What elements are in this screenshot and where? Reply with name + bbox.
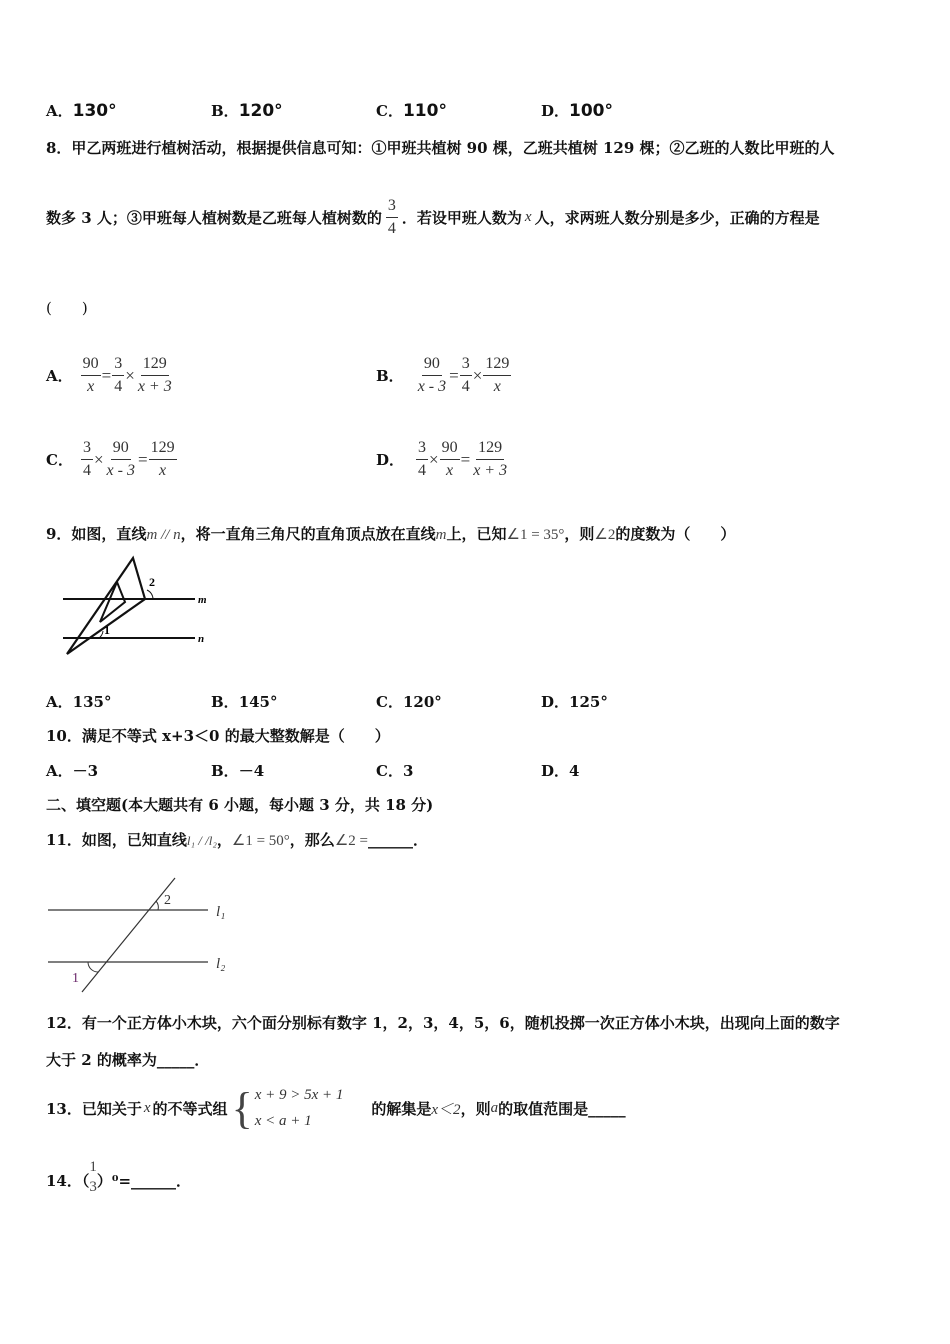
frac-num: 3 bbox=[386, 198, 398, 218]
equals-sign: = bbox=[137, 449, 148, 469]
q9-question bbox=[46, 523, 735, 544]
variable-x: x bbox=[143, 1100, 151, 1116]
angle-2: ∠2 bbox=[594, 527, 616, 543]
angle-2-arc bbox=[147, 590, 153, 599]
option-label: A． bbox=[46, 367, 73, 385]
fraction-three-quarters bbox=[386, 198, 398, 237]
option-value: 135° bbox=[72, 693, 112, 711]
frac-num: 90 bbox=[440, 440, 460, 460]
frac-den: x bbox=[87, 378, 95, 395]
fraction bbox=[81, 440, 93, 479]
angle-1-arc bbox=[88, 962, 98, 972]
label-1: 1 bbox=[72, 971, 79, 986]
q11-text: ，那么 bbox=[289, 831, 335, 849]
q10-question: 10．满足不等式 x+3＜0 的最大整数解是（ ） bbox=[46, 727, 390, 745]
q8-option-d[interactable] bbox=[376, 440, 509, 479]
q8-text: 人，求两班人数分别是多少，正确的方程是 bbox=[534, 209, 820, 227]
q9-option-b[interactable] bbox=[211, 691, 278, 712]
equals-sign: = bbox=[101, 365, 112, 385]
label-m: m bbox=[198, 594, 207, 606]
option-label: A． bbox=[46, 102, 73, 120]
fraction bbox=[483, 356, 511, 395]
answer-blank[interactable]: 的取值范围是_____ bbox=[498, 1100, 626, 1118]
option-value: 130° bbox=[72, 101, 117, 121]
transversal bbox=[82, 878, 175, 992]
fraction-one-third bbox=[89, 1160, 97, 1195]
option-label: C． bbox=[46, 451, 73, 469]
frac-num: 90 bbox=[81, 356, 101, 376]
frac-num: 90 bbox=[422, 356, 442, 376]
option-label: D． bbox=[541, 762, 570, 780]
m-parallel-n: m // n bbox=[146, 527, 181, 543]
frac-den: x bbox=[446, 462, 454, 479]
q9-figure bbox=[55, 552, 225, 662]
answer-paren: ( ) bbox=[46, 299, 88, 317]
q9-text: 的度数为（ ） bbox=[615, 525, 736, 543]
option-label: B． bbox=[376, 367, 404, 385]
q13-text: 的解集是 bbox=[371, 1100, 432, 1118]
q8-text: ．若设甲班人数为 bbox=[401, 209, 522, 227]
label-1: 1 bbox=[104, 623, 110, 637]
q9-text: 9．如图，直线 bbox=[46, 525, 147, 543]
line-m: m bbox=[435, 527, 447, 543]
frac-num: 90 bbox=[111, 440, 131, 460]
option-label: D． bbox=[541, 693, 570, 711]
angle-1-value: ∠1 = 35° bbox=[506, 527, 565, 543]
brace-icon: { bbox=[231, 1083, 253, 1133]
q7-option-a[interactable] bbox=[46, 100, 117, 121]
option-value: －3 bbox=[72, 762, 99, 780]
variable-a: a bbox=[490, 1100, 499, 1116]
q9-option-a[interactable] bbox=[46, 691, 111, 712]
frac-den: 4 bbox=[114, 378, 123, 395]
q13-text: 13．已知关于 bbox=[46, 1100, 142, 1118]
q8-option-a[interactable] bbox=[46, 356, 174, 395]
equals-sign: = bbox=[460, 449, 471, 469]
fraction bbox=[416, 356, 448, 395]
option-label: C． bbox=[376, 762, 403, 780]
times-sign: × bbox=[472, 365, 483, 385]
angle-1-value: ∠1 = 50° bbox=[231, 833, 290, 849]
option-label: D． bbox=[376, 451, 405, 469]
frac-den: 3 bbox=[89, 1179, 97, 1195]
q7-option-b[interactable] bbox=[211, 100, 283, 121]
option-value: 3 bbox=[402, 762, 414, 780]
q9-option-d[interactable] bbox=[541, 691, 608, 712]
inequality-row-2: x < a + 1 bbox=[254, 1112, 312, 1129]
angle-2-arc bbox=[156, 901, 158, 910]
answer-blank[interactable]: ）⁰=______． bbox=[96, 1172, 192, 1190]
option-label: B． bbox=[211, 762, 239, 780]
fraction bbox=[471, 440, 509, 479]
q10-option-c[interactable] bbox=[376, 760, 413, 781]
frac-den: x + 3 bbox=[473, 462, 508, 479]
option-label: B． bbox=[211, 693, 239, 711]
frac-num: 1 bbox=[89, 1159, 97, 1175]
q14-text: 14．（ bbox=[46, 1172, 90, 1190]
q10-option-b[interactable] bbox=[211, 760, 264, 781]
q12-line2: 大于 2 的概率为_____． bbox=[46, 1051, 210, 1069]
fraction bbox=[440, 440, 460, 479]
label-2: 2 bbox=[164, 893, 171, 908]
label-l2: l₂ bbox=[216, 956, 226, 972]
frac-den: 4 bbox=[418, 462, 427, 479]
q13-question bbox=[46, 1083, 626, 1134]
times-sign: × bbox=[429, 449, 439, 469]
q13-text: ，则 bbox=[460, 1100, 491, 1118]
q8-option-c[interactable] bbox=[46, 440, 177, 479]
frac-num: 129 bbox=[149, 440, 177, 460]
q7-option-d[interactable] bbox=[541, 100, 613, 121]
option-value: 100° bbox=[569, 101, 614, 121]
frac-num: 129 bbox=[476, 440, 504, 460]
option-label: D． bbox=[541, 102, 570, 120]
q7-option-c[interactable] bbox=[376, 100, 447, 121]
frac-den: 4 bbox=[461, 378, 470, 395]
times-sign: × bbox=[125, 365, 135, 385]
variable-x: x bbox=[524, 209, 532, 225]
frac-num: 3 bbox=[112, 356, 124, 376]
frac-den: 4 bbox=[387, 220, 396, 237]
label-l1: l₁ bbox=[216, 904, 226, 920]
fraction bbox=[149, 440, 177, 479]
l1-parallel-l2: l₁ / /l₂ bbox=[186, 833, 217, 848]
fraction bbox=[81, 356, 101, 395]
fraction bbox=[112, 356, 124, 395]
inequality-row-1: x + 9 > 5x + 1 bbox=[254, 1087, 344, 1103]
fraction bbox=[460, 356, 472, 395]
option-label: A． bbox=[46, 693, 73, 711]
times-sign: × bbox=[93, 449, 104, 469]
option-value: 145° bbox=[238, 693, 278, 711]
q13-text: 的不等式组 bbox=[152, 1100, 228, 1118]
q11-figure bbox=[40, 870, 240, 1000]
q11-text: ， bbox=[216, 831, 232, 849]
answer-blank[interactable]: ______． bbox=[367, 831, 428, 849]
q9-option-c[interactable] bbox=[376, 691, 442, 712]
q10-option-d[interactable] bbox=[541, 760, 579, 781]
frac-num: 129 bbox=[141, 356, 169, 376]
q8-text: 数多 3 人；③甲班每人植树数是乙班每人植树数的 bbox=[46, 209, 382, 227]
q9-text: 上，已知 bbox=[446, 525, 507, 543]
solution-condition: x＜2 bbox=[431, 1102, 461, 1118]
option-label: A． bbox=[46, 762, 73, 780]
frac-num: 129 bbox=[483, 356, 511, 376]
fraction bbox=[136, 356, 174, 395]
option-value: 125° bbox=[569, 693, 608, 711]
section-title: 二、填空题(本大题共有 6 小题，每小题 3 分，共 18 分) bbox=[46, 796, 434, 814]
frac-num: 3 bbox=[460, 356, 472, 376]
label-2: 2 bbox=[149, 575, 155, 589]
option-value: 120° bbox=[402, 693, 442, 711]
frac-den: 4 bbox=[82, 462, 91, 479]
frac-num: 3 bbox=[416, 440, 428, 460]
q8-line2 bbox=[46, 198, 820, 237]
q11-question bbox=[46, 829, 428, 850]
q8-line1: 8．甲乙两班进行植树活动，根据提供信息可知：①甲班共植树 90 棵，乙班共植树 129 棵；②乙班的人数比甲班的人 bbox=[46, 139, 835, 157]
angle-2: ∠2 = bbox=[334, 833, 368, 849]
fraction bbox=[105, 440, 137, 479]
label-n: n bbox=[198, 633, 205, 645]
option-value: 110° bbox=[402, 101, 447, 121]
frac-den: x bbox=[493, 378, 501, 395]
frac-den: x - 3 bbox=[106, 462, 135, 479]
option-value: 4 bbox=[569, 762, 580, 780]
option-label: C． bbox=[376, 102, 403, 120]
frac-num: 3 bbox=[81, 440, 93, 460]
q8-option-b[interactable] bbox=[376, 356, 511, 395]
inequality-system bbox=[232, 1083, 344, 1134]
frac-den: x bbox=[159, 462, 167, 479]
option-value: －4 bbox=[238, 762, 265, 780]
fraction bbox=[416, 440, 428, 479]
option-value: 120° bbox=[238, 101, 283, 121]
q9-text: ，将一直角三角尺的直角顶点放在直线 bbox=[180, 525, 436, 543]
frac-den: x - 3 bbox=[417, 378, 447, 395]
q10-option-a[interactable] bbox=[46, 760, 98, 781]
q14-question bbox=[46, 1159, 192, 1195]
q12-line1: 12．有一个正方体小木块，六个面分别标有数字 1，2，3，4，5，6，随机投掷一次正方体小木块，出现向上面的数字 bbox=[46, 1014, 840, 1032]
q11-text: 11．如图，已知直线 bbox=[46, 831, 187, 849]
option-label: B． bbox=[211, 102, 239, 120]
equals-sign: = bbox=[449, 365, 459, 385]
q9-text: ，则 bbox=[564, 525, 595, 543]
frac-den: x + 3 bbox=[137, 378, 172, 395]
option-label: C． bbox=[376, 693, 403, 711]
